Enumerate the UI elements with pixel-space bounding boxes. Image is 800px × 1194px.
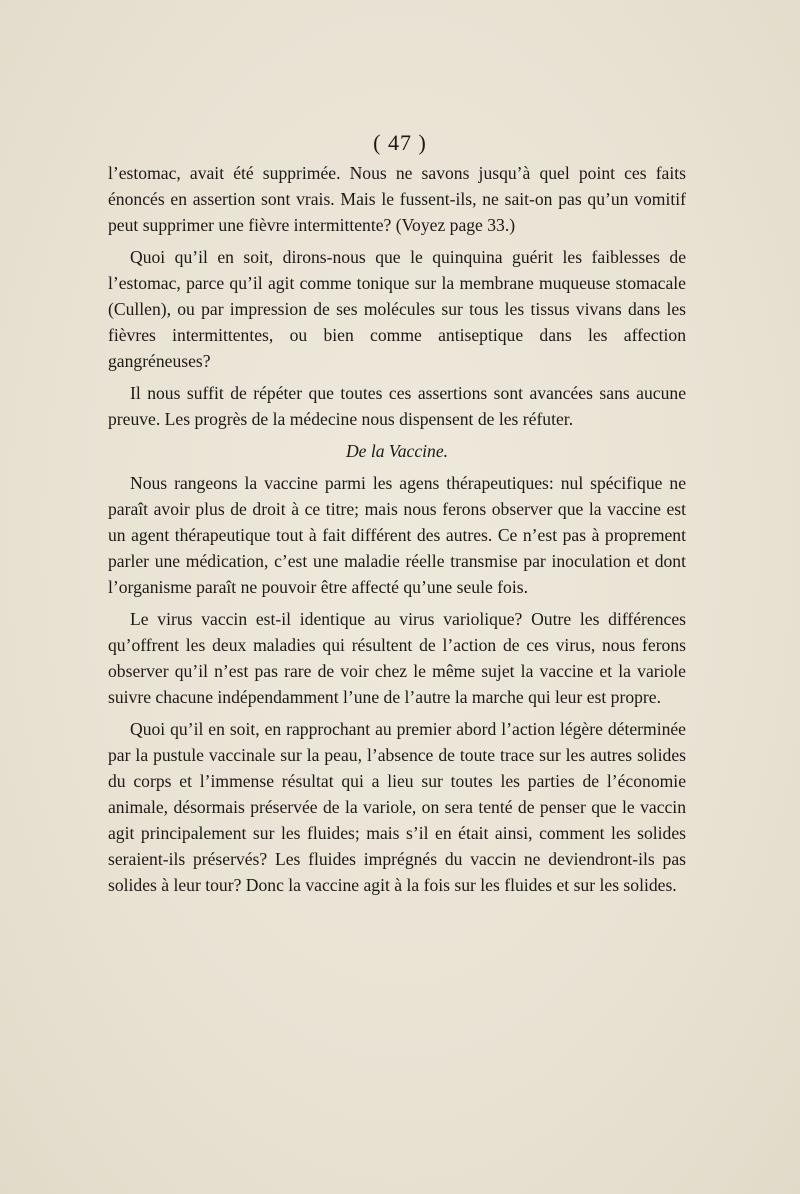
paragraph: Quoi qu’il en soit, en rapprochant au premier abord l’action légère déterminée par la pustule vaccinale sur la peau, l’absence de toute trace sur les autres solides du corps et l’immense résultat qui a lieu sur toutes les parties de l’économie animale, désormais préservée de la variole, on sera tenté de penser que le vaccin agit principalement sur les fluides; mais s’il en était ainsi, comment les solides seraient-ils préservés? Les fluides imprégnés du vaccin ne deviendront-ils pas solides à leur tour? Donc la vaccine agit à la fois sur les fluides et sur les solides. xyxy=(108,719,686,895)
paragraph: Quoi qu’il en soit, dirons-nous que le quinquina guérit les faiblesses de l’estomac, parce qu’il agit comme tonique sur la membrane muqueuse stomacale (Cullen), ou par impression de ses molécules sur tous les tissus vivans dans les fièvres intermittentes, ou bien comme antiseptique dans les affection gangréneuses? xyxy=(108,247,686,371)
section-heading: De la Vaccine. xyxy=(345,441,449,461)
page-number: ( 47 ) xyxy=(373,130,427,155)
paragraph: Nous rangeons la vaccine parmi les agens thérapeutiques: nul spécifique ne paraît avoir plus de droit à ce titre; mais nous ferons observer que la vaccine est un agent thérapeutique tout à fait différent des autres. Ce n’est pas à proprement parler une médication, c’est une maladie réelle transmise par inoculation et dont l’organisme paraît ne pouvoir être affecté qu’une seule fois. xyxy=(108,473,686,597)
paragraph: Le virus vaccin est-il identique au virus variolique? Outre les différences qu’offrent les deux maladies qui résultent de l’action de ces virus, nous ferons observer qu’il n’est pas rare de voir chez le même sujet la vaccine et la variole suivre chacune indépendamment l’une de l’autre la marche qui leur est propre. xyxy=(108,609,686,707)
paragraph: l’estomac, avait été supprimée. Nous ne savons jusqu’à quel point ces faits énoncés en assertion sont vrais. Mais le fussent-ils, ne sait-on pas qu’un vomitif peut supprimer une fièvre intermittente? (Voyez page 33.) xyxy=(108,163,686,235)
body-text xyxy=(108,160,686,904)
paragraph: Il nous suffit de répéter que toutes ces assertions sont avancées sans aucune preuve. Les progrès de la médecine nous dispensent de les réfuter. xyxy=(108,383,686,429)
